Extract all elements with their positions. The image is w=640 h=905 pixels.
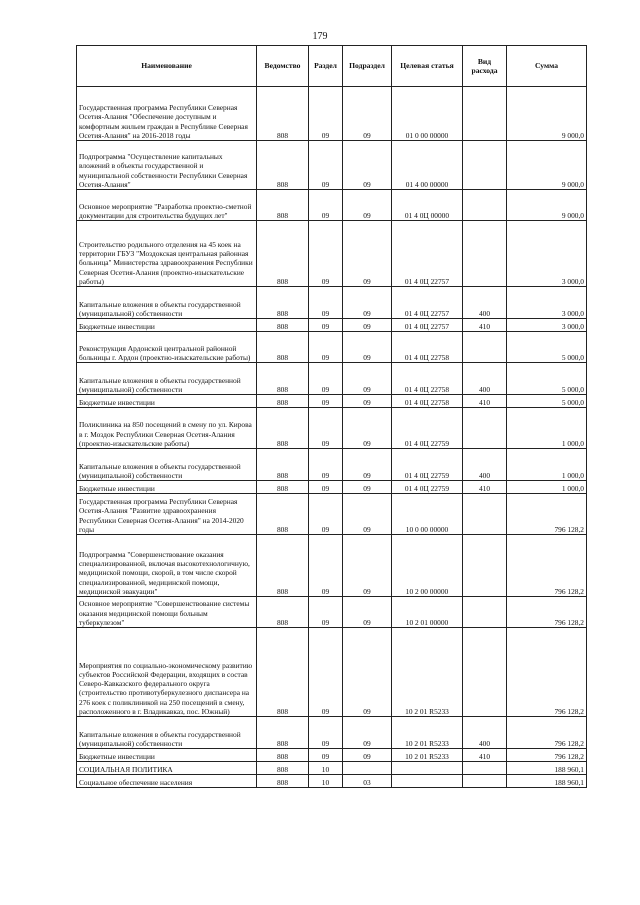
- row-podrazdel: 09: [343, 190, 392, 221]
- row-vedomstvo: 808: [257, 762, 309, 775]
- row-razdel: 09: [309, 287, 343, 319]
- row-podrazdel: 03: [343, 775, 392, 788]
- row-name: Капитальные вложения в объекты государственной (муниципальной) собственности: [77, 449, 257, 481]
- row-vedomstvo: 808: [257, 363, 309, 395]
- row-razdel: 10: [309, 775, 343, 788]
- row-sum: 796 128,2: [507, 494, 587, 535]
- row-vedomstvo: 808: [257, 87, 309, 141]
- row-expense-type: [463, 597, 507, 628]
- row-name: СОЦИАЛЬНАЯ ПОЛИТИКА: [77, 762, 257, 775]
- row-razdel: 09: [309, 749, 343, 762]
- row-sum: 796 128,2: [507, 749, 587, 762]
- row-name: Государственная программа Республики Северная Осетия-Алания "Обеспечение доступным и комфортным жильем граждан в Республике Северная Осетия-Алания" на 2016-2018 годы: [77, 87, 257, 141]
- row-target-article: 01 4 0Ц 00000: [392, 190, 463, 221]
- row-sum: 796 128,2: [507, 717, 587, 749]
- row-target-article: 01 4 0Ц 22758: [392, 363, 463, 395]
- table-row: [77, 449, 587, 481]
- row-podrazdel: 09: [343, 332, 392, 363]
- table-row: [77, 408, 587, 449]
- row-razdel: 09: [309, 717, 343, 749]
- row-podrazdel: 09: [343, 408, 392, 449]
- row-name: Бюджетные инвестиции: [77, 395, 257, 408]
- row-sum: 1 000,0: [507, 481, 587, 494]
- row-vedomstvo: 808: [257, 319, 309, 332]
- row-razdel: 09: [309, 190, 343, 221]
- header-razdel: Раздел: [309, 46, 343, 87]
- row-sum: 796 128,2: [507, 535, 587, 597]
- row-expense-type: [463, 775, 507, 788]
- row-podrazdel: 09: [343, 363, 392, 395]
- row-razdel: 09: [309, 395, 343, 408]
- row-name: Капитальные вложения в объекты государственной (муниципальной) собственности: [77, 363, 257, 395]
- row-target-article: 01 4 0Ц 22757: [392, 319, 463, 332]
- row-podrazdel: 09: [343, 481, 392, 494]
- row-target-article: 01 4 0Ц 22758: [392, 332, 463, 363]
- row-expense-type: [463, 332, 507, 363]
- table-row: [77, 535, 587, 597]
- row-sum: 796 128,2: [507, 597, 587, 628]
- budget-table: [76, 45, 587, 788]
- row-sum: 1 000,0: [507, 408, 587, 449]
- row-expense-type: [463, 190, 507, 221]
- row-podrazdel: 09: [343, 628, 392, 717]
- row-expense-type: [463, 494, 507, 535]
- row-name: Подпрограмма "Осуществление капитальных вложений в объекты государственной и муниципальной собственности Республики Северная Осетия-Алания": [77, 141, 257, 190]
- header-name: Наименование: [77, 46, 257, 87]
- table-row: [77, 87, 587, 141]
- row-expense-type: [463, 87, 507, 141]
- row-sum: 5 000,0: [507, 395, 587, 408]
- row-podrazdel: 09: [343, 535, 392, 597]
- row-name: Бюджетные инвестиции: [77, 481, 257, 494]
- row-razdel: 09: [309, 628, 343, 717]
- row-podrazdel: 09: [343, 319, 392, 332]
- table-row: [77, 481, 587, 494]
- row-target-article: 01 4 0Ц 22757: [392, 287, 463, 319]
- row-name: Реконструкция Ардонской центральной районной больницы г. Ардон (проектно-изыскательские работы): [77, 332, 257, 363]
- row-razdel: 09: [309, 535, 343, 597]
- row-vedomstvo: 808: [257, 332, 309, 363]
- row-sum: 9 000,0: [507, 190, 587, 221]
- row-podrazdel: 09: [343, 395, 392, 408]
- row-expense-type: 410: [463, 395, 507, 408]
- row-expense-type: [463, 221, 507, 287]
- row-target-article: 01 4 0Ц 22759: [392, 449, 463, 481]
- row-podrazdel: 09: [343, 87, 392, 141]
- row-target-article: 10 2 00 00000: [392, 535, 463, 597]
- table-row: [77, 287, 587, 319]
- row-podrazdel: 09: [343, 749, 392, 762]
- table-row: [77, 494, 587, 535]
- header-sum: Сумма: [507, 46, 587, 87]
- row-name: Бюджетные инвестиции: [77, 319, 257, 332]
- row-podrazdel: 09: [343, 449, 392, 481]
- row-razdel: 09: [309, 597, 343, 628]
- row-target-article: [392, 775, 463, 788]
- row-razdel: 09: [309, 481, 343, 494]
- row-razdel: 09: [309, 494, 343, 535]
- row-podrazdel: 09: [343, 494, 392, 535]
- row-podrazdel: 09: [343, 287, 392, 319]
- row-name: Подпрограмма "Совершенствование оказания специализированной, включая высокотехнологичную, медицинской помощи, скорой, в том числе скорой специализированной, медицинской помощи, медицинской эвакуации": [77, 535, 257, 597]
- row-sum: 3 000,0: [507, 287, 587, 319]
- table-header-row: [77, 46, 587, 87]
- row-expense-type: 400: [463, 363, 507, 395]
- table-row: [77, 190, 587, 221]
- row-vedomstvo: 808: [257, 775, 309, 788]
- header-vedomstvo: Ведомство: [257, 46, 309, 87]
- row-name: Основное мероприятие "Совершенствование системы оказания медицинской помощи больным туберкулезом": [77, 597, 257, 628]
- row-target-article: 10 2 01 R5233: [392, 717, 463, 749]
- row-vedomstvo: 808: [257, 535, 309, 597]
- row-vedomstvo: 808: [257, 597, 309, 628]
- row-podrazdel: 09: [343, 717, 392, 749]
- row-vedomstvo: 808: [257, 628, 309, 717]
- row-name: Бюджетные инвестиции: [77, 749, 257, 762]
- row-sum: 188 960,1: [507, 762, 587, 775]
- table-row: [77, 319, 587, 332]
- row-podrazdel: [343, 762, 392, 775]
- row-vedomstvo: 808: [257, 481, 309, 494]
- header-expense-type: Вид расхода: [463, 46, 507, 87]
- row-name: Поликлиника на 850 посещений в смену по ул. Кирова в г. Моздок Республики Северная Осетия-Алания (проектно-изыскательские работы): [77, 408, 257, 449]
- row-expense-type: [463, 408, 507, 449]
- row-razdel: 09: [309, 87, 343, 141]
- row-name: Мероприятия по социально-экономическому развитию субъектов Российской Федерации, входящих в состав Северо-Кавказского федерального округа (строительство противотуберкулезного диспансера на 276 коек с поликлиникой на 250 посещений в смену, расположенного в г. Владикавказ, пос. Южный): [77, 628, 257, 717]
- row-target-article: 10 2 01 R5233: [392, 628, 463, 717]
- row-vedomstvo: 808: [257, 141, 309, 190]
- table-row: [77, 395, 587, 408]
- row-razdel: 09: [309, 221, 343, 287]
- row-vedomstvo: 808: [257, 449, 309, 481]
- row-name: Капитальные вложения в объекты государственной (муниципальной) собственности: [77, 287, 257, 319]
- row-target-article: 01 4 0Ц 22759: [392, 481, 463, 494]
- row-razdel: 09: [309, 319, 343, 332]
- row-target-article: 01 0 00 00000: [392, 87, 463, 141]
- table-row: [77, 597, 587, 628]
- row-podrazdel: 09: [343, 221, 392, 287]
- row-sum: 188 960,1: [507, 775, 587, 788]
- table-row: [77, 749, 587, 762]
- row-razdel: 09: [309, 408, 343, 449]
- row-sum: 1 000,0: [507, 449, 587, 481]
- row-sum: 9 000,0: [507, 87, 587, 141]
- row-vedomstvo: 808: [257, 221, 309, 287]
- table-row: [77, 363, 587, 395]
- row-target-article: 01 4 0Ц 22759: [392, 408, 463, 449]
- row-podrazdel: 09: [343, 141, 392, 190]
- row-name: Социальное обеспечение населения: [77, 775, 257, 788]
- row-vedomstvo: 808: [257, 408, 309, 449]
- table-row: [77, 717, 587, 749]
- table-row: [77, 141, 587, 190]
- row-expense-type: [463, 141, 507, 190]
- table-row: [77, 628, 587, 717]
- row-sum: 796 128,2: [507, 628, 587, 717]
- row-sum: 3 000,0: [507, 221, 587, 287]
- row-vedomstvo: 808: [257, 395, 309, 408]
- page-number: 179: [312, 31, 328, 42]
- row-expense-type: 410: [463, 749, 507, 762]
- row-target-article: 10 0 00 00000: [392, 494, 463, 535]
- table-row: [77, 775, 587, 788]
- row-target-article: 01 4 0Ц 22757: [392, 221, 463, 287]
- row-target-article: 01 4 0Ц 22758: [392, 395, 463, 408]
- row-expense-type: 410: [463, 481, 507, 494]
- row-sum: 5 000,0: [507, 363, 587, 395]
- row-name: Капитальные вложения в объекты государственной (муниципальной) собственности: [77, 717, 257, 749]
- row-razdel: 09: [309, 332, 343, 363]
- row-razdel: 09: [309, 141, 343, 190]
- row-expense-type: [463, 628, 507, 717]
- row-name: Государственная программа Республики Северная Осетия-Алания "Развитие здравоохранения Республики Северная Осетия-Алания" на 2014-2020 годы: [77, 494, 257, 535]
- row-razdel: 10: [309, 762, 343, 775]
- row-razdel: 09: [309, 449, 343, 481]
- row-expense-type: 410: [463, 319, 507, 332]
- row-vedomstvo: 808: [257, 287, 309, 319]
- row-expense-type: [463, 535, 507, 597]
- row-name: Основное мероприятие "Разработка проектно-сметной документации для строительства будущих лет": [77, 190, 257, 221]
- row-vedomstvo: 808: [257, 494, 309, 535]
- table-row: [77, 332, 587, 363]
- row-vedomstvo: 808: [257, 749, 309, 762]
- row-podrazdel: 09: [343, 597, 392, 628]
- header-podrazdel: Подраздел: [343, 46, 392, 87]
- row-expense-type: 400: [463, 287, 507, 319]
- row-expense-type: 400: [463, 449, 507, 481]
- row-vedomstvo: 808: [257, 717, 309, 749]
- row-razdel: 09: [309, 363, 343, 395]
- row-target-article: 10 2 01 00000: [392, 597, 463, 628]
- row-vedomstvo: 808: [257, 190, 309, 221]
- row-sum: 9 000,0: [507, 141, 587, 190]
- row-target-article: 01 4 00 00000: [392, 141, 463, 190]
- row-sum: 3 000,0: [507, 319, 587, 332]
- table-row: [77, 221, 587, 287]
- row-target-article: 10 2 01 R5233: [392, 749, 463, 762]
- row-target-article: [392, 762, 463, 775]
- table-row: [77, 762, 587, 775]
- row-expense-type: [463, 762, 507, 775]
- row-name: Строительство родильного отделения на 45 коек на территории ГБУЗ "Моздокская центральная районная больница" Министерства здравоохранения Республики Северная Осетия-Алания (проектно-изыскательские работы): [77, 221, 257, 287]
- header-target-article: Целевая статья: [392, 46, 463, 87]
- row-sum: 5 000,0: [507, 332, 587, 363]
- row-expense-type: 400: [463, 717, 507, 749]
